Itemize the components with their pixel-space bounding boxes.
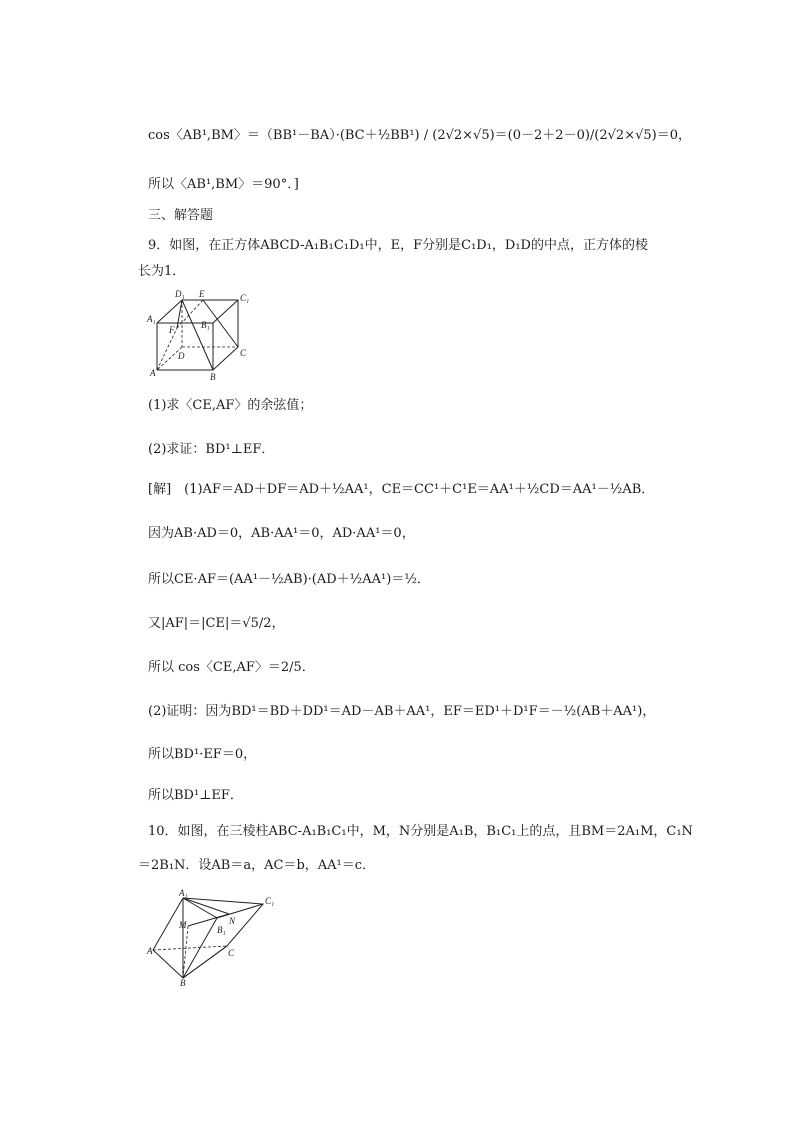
cube-label-c: C <box>240 348 247 358</box>
solution-line2: 因为AB·AD＝0，AB·AA¹＝0，AD·AA¹＝0， <box>148 526 415 541</box>
cube-label-d: D <box>178 351 185 361</box>
solution-line3: 所以CE·AF＝(AA¹－½AB)·(AD＋½AA¹)＝½． <box>148 572 430 587</box>
cube-label-a1: A₁ <box>147 314 156 324</box>
q9-statement-line1: 9．如图，在正方体ABCD-A₁B₁C₁D₁中，E，F分别是C₁D₁，D₁D的中点，正方体的棱 <box>148 238 648 253</box>
cos-formula-line: cos〈AB¹,BM〉＝（BB¹－BA）·(BC＋½BB¹) / (2√2×√5)＝(0－2＋2－0)/(2√2×√5)＝0， <box>148 128 691 143</box>
q10-statement-line2: ＝2B₁N．设AB＝a，AC＝b，AA¹＝c． <box>138 858 376 873</box>
angle-result-line: 所以〈AB¹,BM〉＝90°．] <box>148 177 299 192</box>
q9-statement-line2: 长为1． <box>138 264 186 279</box>
section-title: 三、解答题 <box>148 208 214 223</box>
solution-line1: [解] (1)AF＝AD＋DF＝AD＋½AA¹，CE＝CC¹＋C¹E＝AA¹＋½CD＝AA¹－½AB． <box>148 482 655 497</box>
prism-figure <box>143 888 283 988</box>
solution-line5: 所以 cos〈CE,AF〉＝2/5． <box>148 660 315 675</box>
q9-part1: (1)求〈CE,AF〉的余弦值； <box>148 398 313 413</box>
prism-label-c: C <box>228 948 235 958</box>
cube-figure <box>145 288 255 383</box>
cube-label-f: F <box>169 325 175 335</box>
cube-label-b1: B₁ <box>201 320 210 330</box>
prism-label-n: N <box>229 916 236 926</box>
proof-line2: 所以BD¹·EF＝0， <box>148 747 257 762</box>
proof-line3: 所以BD¹⊥EF． <box>148 788 243 803</box>
prism-label-m: M <box>179 920 187 930</box>
prism-label-b1: B₁ <box>217 925 226 935</box>
cube-label-a: A <box>150 368 156 378</box>
prism-label-c1: C₁ <box>265 896 275 906</box>
prism-label-a: A <box>147 946 153 956</box>
prism-label-a1: A₁ <box>179 888 188 898</box>
cube-label-b: B <box>210 372 216 382</box>
q9-part2: (2)求证：BD¹⊥EF． <box>148 442 275 457</box>
proof-line1: (2)证明：因为BD¹＝BD＋DD¹＝AD－AB＋AA¹，EF＝ED¹＋D¹F＝－½(AB＋AA¹)， <box>148 704 656 719</box>
cube-label-e: E <box>199 289 205 299</box>
solution-line4: 又|AF|＝|CE|＝√5/2， <box>148 616 285 631</box>
cube-label-c1: C₁ <box>240 293 250 303</box>
q10-statement-line1: 10．如图，在三棱柱ABC-A₁B₁C₁中，M，N分别是A₁B，B₁C₁上的点，且BM＝2A₁M，C₁N <box>148 824 693 839</box>
cube-label-d1: D₁ <box>175 289 185 299</box>
prism-label-b: B <box>180 978 186 988</box>
